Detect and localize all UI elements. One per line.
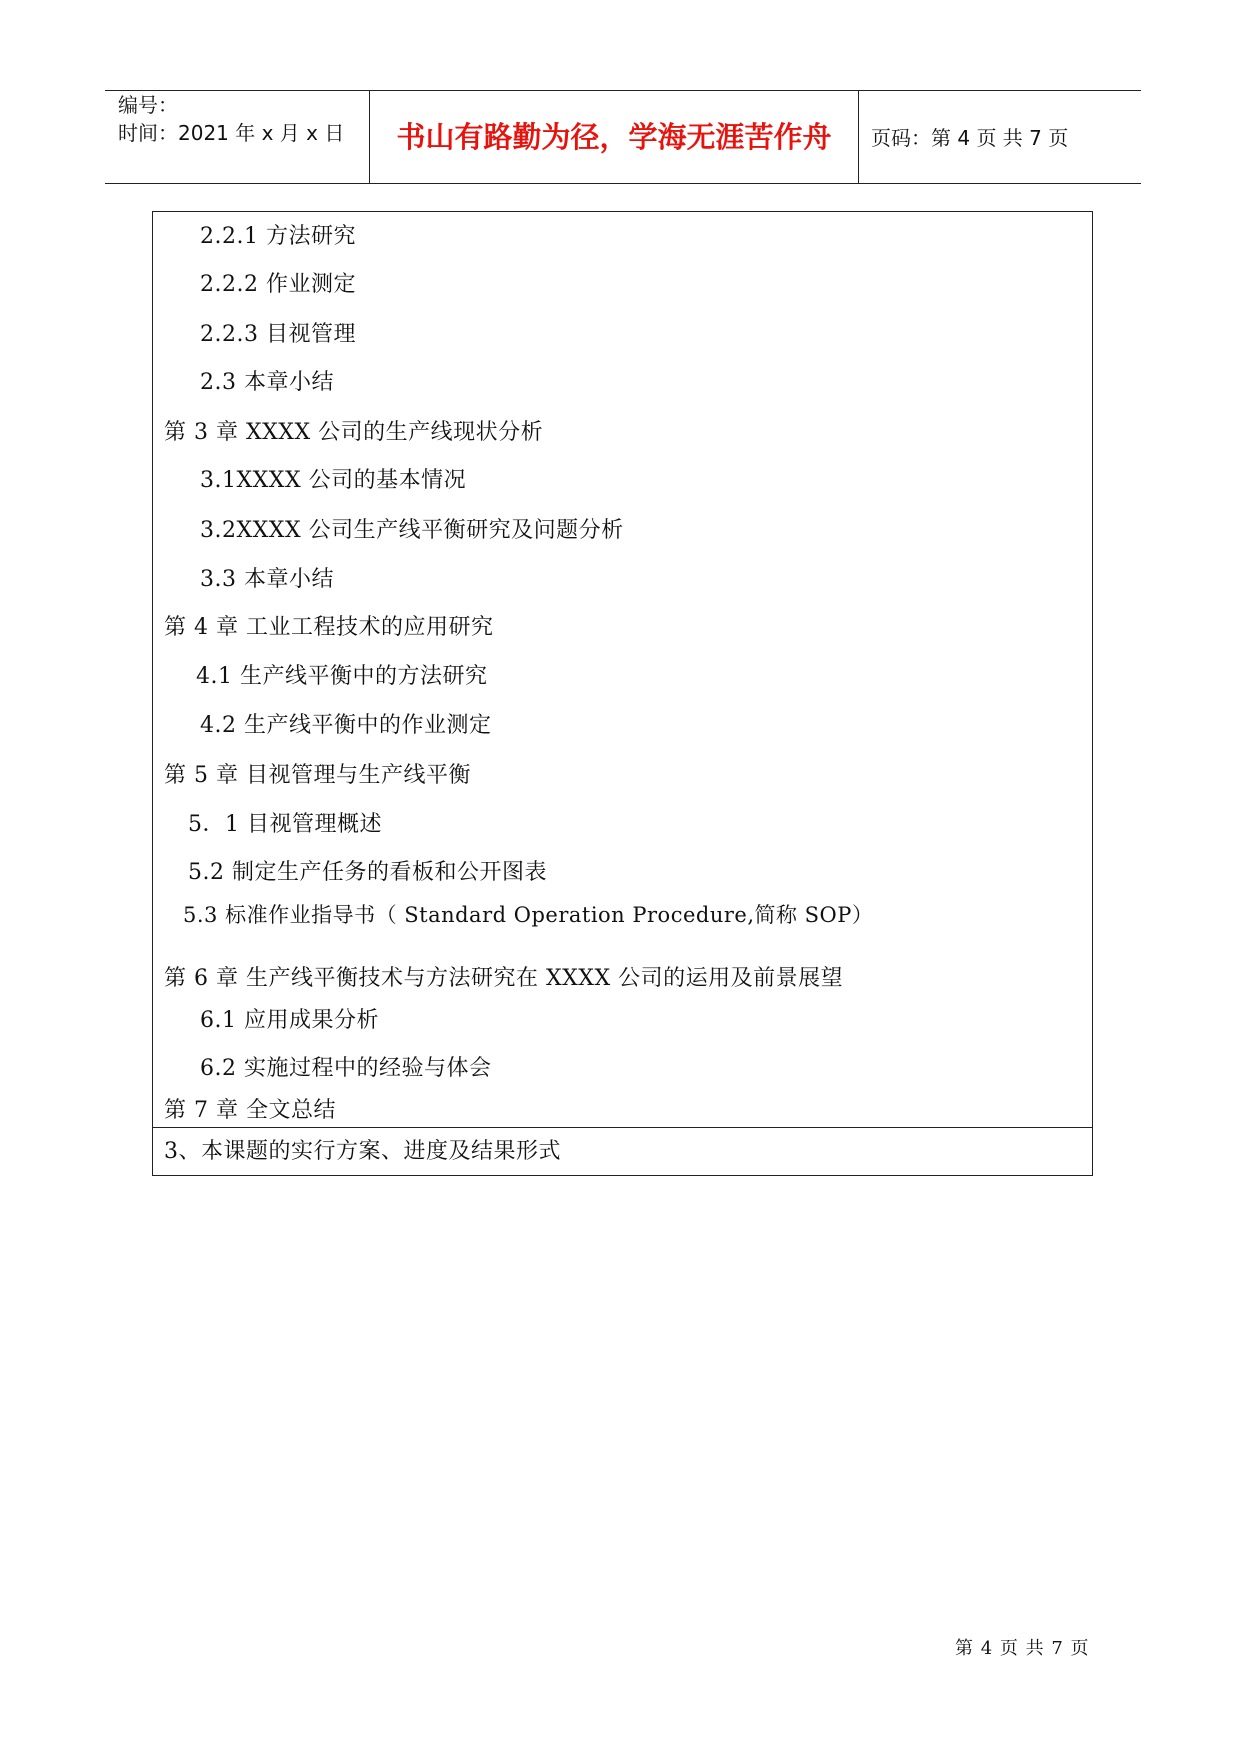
toc-item: 5．1 目视管理概述 [188,812,382,837]
header-divider-right [858,90,859,183]
toc-item: 6.2 实施过程中的经验与体会 [200,1056,492,1081]
toc-item: 2.2.1 方法研究 [200,224,356,249]
toc-item: 4.1 生产线平衡中的方法研究 [196,664,488,689]
toc-item: 3.1XXXX 公司的基本情况 [200,468,467,493]
toc-item: 2.2.2 作业测定 [200,272,356,297]
toc-item: 2.2.3 目视管理 [200,322,356,347]
toc-item: 5.2 制定生产任务的看板和公开图表 [188,860,547,885]
header-slogan: 书山有路勤为径，学海无涯苦作舟 [396,120,832,154]
content-separator [152,1127,1093,1128]
toc-item: 5.3 标准作业指导书（ Standard Operation Procedure,简称 SOP） [183,903,874,927]
toc-item: 6.1 应用成果分析 [200,1008,379,1033]
toc-chapter: 第 5 章 目视管理与生产线平衡 [164,763,471,788]
toc-chapter: 第 3 章 XXXX 公司的生产线现状分析 [164,420,544,445]
toc-item: 3.3 本章小结 [200,567,334,592]
date-label: 时间：2021 年 x 月 x 日 [118,121,345,145]
page-footer: 第 4 页 共 7 页 [955,1638,1090,1659]
serial-number-label: 编号： [118,93,178,117]
toc-chapter: 第 7 章 全文总结 [164,1098,336,1123]
toc-chapter: 第 6 章 生产线平衡技术与方法研究在 XXXX 公司的运用及前景展望 [164,966,844,991]
toc-item: 3.2XXXX 公司生产线平衡研究及问题分析 [200,518,624,543]
section-heading: 3、本课题的实行方案、进度及结果形式 [164,1139,561,1164]
toc-item: 2.3 本章小结 [200,370,334,395]
page-info: 页码：第 4 页 共 7 页 [871,126,1069,150]
toc-item: 4.2 生产线平衡中的作业测定 [200,713,492,738]
header-top-rule [105,90,1141,91]
header-bottom-rule [105,183,1141,184]
toc-chapter: 第 4 章 工业工程技术的应用研究 [164,615,494,640]
